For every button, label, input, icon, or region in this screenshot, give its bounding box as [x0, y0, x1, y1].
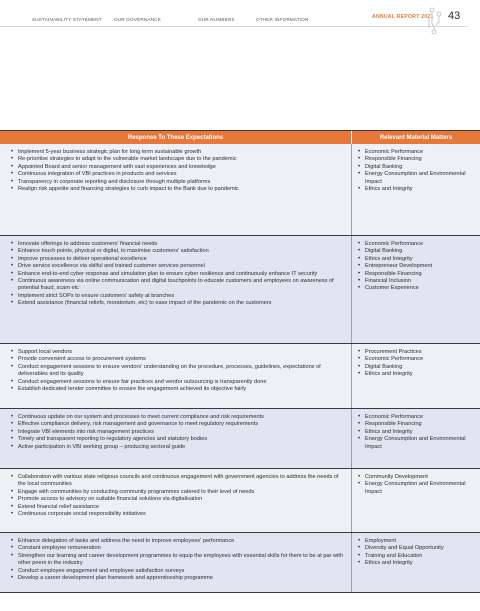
material-matter-item: • Responsible Financing — [358, 156, 476, 163]
material-matter-item: • Employment — [358, 538, 476, 545]
response-item: • Promote access to advisory on suitable financial solutions via digitalisation — [11, 496, 347, 503]
material-matter-item: • Ethics and Integrity — [358, 186, 476, 193]
table-body — [0, 144, 480, 593]
response-item: • Conduct engagement sessions to ensure vendors' understanding on the procedure, processes, guidelines, expectations of deliverables and its quality — [11, 364, 347, 379]
response-item: • Support local vendors — [11, 349, 347, 356]
response-item: • Implement strict SOPs to ensure customers' safety at branches — [11, 293, 347, 300]
response-item: • Active participation in VBI working group – producing sectoral guide — [11, 444, 347, 451]
response-list — [11, 349, 347, 393]
response-cell — [0, 409, 352, 468]
material-matter-item: • Responsible Financing — [358, 421, 476, 428]
column-header-material-matters: Relevant Material Matters — [352, 131, 480, 145]
response-list — [11, 241, 347, 308]
material-matter-item: • Ethics and Integrity — [358, 429, 476, 436]
response-item: • Extend assistance (financial reliefs, moratorium, etc) to ease impact of the pandemic on the customers — [11, 300, 347, 307]
material-matter-item: • Financial Inclusion — [358, 278, 476, 285]
material-matter-item: • Customer Experience — [358, 285, 476, 292]
response-item: • Continuous update on our system and processes to meet current compliance and risk requirements — [11, 414, 347, 421]
response-item: • Enhance end-to-end cyber response and simulation plan to ensure cyber resilience and continuously enhance IT security — [11, 271, 347, 278]
response-cell — [0, 236, 352, 343]
material-matters-list — [358, 538, 476, 568]
nav-other-information[interactable]: OTHER INFORMATION — [256, 17, 309, 22]
material-matter-item: • Energy Consumption and Environmental Impact — [358, 171, 476, 186]
response-item: • Provide convenient access to procurement systems — [11, 356, 347, 363]
response-item: • Re-prioritise strategies to adapt to the vulnerable market landscape due to the pandemic — [11, 156, 347, 163]
material-matter-item: • Energy Consumption and Environmental Impact — [358, 436, 476, 451]
material-matters-cell — [352, 409, 480, 468]
table-row — [0, 469, 480, 533]
response-item: • Extend financial relief assistance — [11, 504, 347, 511]
material-matter-item: • Diversity and Equal Opportunity — [358, 545, 476, 552]
material-matter-item: • Digital Banking — [358, 248, 476, 255]
material-matter-item: • Economic Performance — [358, 356, 476, 363]
table-row — [0, 533, 480, 593]
material-matter-item: • Entrepreneur Development — [358, 263, 476, 270]
material-matter-item: • Economic Performance — [358, 149, 476, 156]
material-matters-cell — [352, 533, 480, 592]
response-item: • Realign risk appetite and financing strategies to curb impact to the Bank due to pandemic — [11, 186, 347, 193]
page-number: 43 — [448, 10, 461, 22]
response-cell — [0, 469, 352, 532]
response-cell — [0, 144, 352, 235]
response-item: • Implement 5-year business strategic plan for long term sustainable growth — [11, 149, 347, 156]
material-matters-list — [358, 414, 476, 451]
expectations-table — [0, 130, 480, 593]
response-item: • Integrate VBI elements into risk management practices — [11, 429, 347, 436]
material-matter-item: • Digital Banking — [358, 364, 476, 371]
response-cell — [0, 533, 352, 592]
response-list — [11, 149, 347, 193]
header-divider — [0, 26, 468, 27]
response-item: • Innovate offerings to address customers' financial needs — [11, 241, 347, 248]
material-matter-item: • Energy Consumption and Environmental Impact — [358, 481, 476, 496]
nav-our-governance[interactable]: OUR GOVERNANCE — [114, 17, 161, 22]
response-item: • Conduct engagement sessions to ensure fair practices and vendor outsourcing is transparently done — [11, 379, 347, 386]
material-matter-item: • Economic Performance — [358, 414, 476, 421]
response-item: • Conduct employee engagement and employee satisfaction surveys — [11, 568, 347, 575]
response-list — [11, 414, 347, 451]
response-item: • Enhance touch points, physical or digital, to maximise customers' satisfaction — [11, 248, 347, 255]
response-list — [11, 474, 347, 518]
material-matters-cell — [352, 144, 480, 235]
table-row — [0, 409, 480, 469]
response-item: • Engage with communities by conducting community programmes catered to their level of needs — [11, 489, 347, 496]
material-matter-item: • Community Development — [358, 474, 476, 481]
response-item: • Timely and transparent reporting to regulatory agencies and statutory bodies — [11, 436, 347, 443]
material-matter-item: • Training and Education — [358, 553, 476, 560]
response-item: • Continuous corporate social responsibility initiatives — [11, 511, 347, 518]
column-header-response: Response To These Expectations — [0, 131, 352, 145]
response-item: • Establish dedicated tender committee to ensure the engagement achieved its objective fairly — [11, 386, 347, 393]
circuit-decoration-icon — [426, 6, 446, 38]
response-item: • Continuous awareness via online communication and digital touchpoints to educate customers and employees on awareness of potential fraud, scam etc — [11, 278, 347, 293]
material-matter-item: • Economic Performance — [358, 241, 476, 248]
response-item: • Constant employee remuneration — [11, 545, 347, 552]
response-item: • Strengthen our learning and career development programmes to equip the employees with essential skills for them to be at par with other peers in the industry — [11, 553, 347, 568]
response-item: • Transparency in corporate reporting and disclosure through multiple platforms — [11, 179, 347, 186]
material-matters-list — [358, 349, 476, 379]
material-matter-item: • Digital Banking — [358, 164, 476, 171]
response-item: • Enhance delegation of tasks and address the need to improve employees' performance — [11, 538, 347, 545]
material-matters-cell — [352, 469, 480, 532]
material-matters-cell — [352, 344, 480, 408]
response-item: • Effective compliance delivery, risk management and governance to meet regulatory requirements — [11, 421, 347, 428]
table-row — [0, 236, 480, 344]
table-row — [0, 144, 480, 236]
material-matters-list — [358, 474, 476, 496]
response-item: • Appointed Board and senior management with vast experiences and knowledge — [11, 164, 347, 171]
nav-sustainability-statement[interactable]: SUSTAINABILITY STATEMENT — [32, 17, 102, 22]
response-item: • Improve processes to deliver operational excellence — [11, 256, 347, 263]
material-matter-item: • Ethics and Integrity — [358, 256, 476, 263]
nav-our-numbers[interactable]: OUR NUMBERS — [198, 17, 235, 22]
table-header — [0, 130, 480, 144]
material-matter-item: • Ethics and Integrity — [358, 560, 476, 567]
response-item: • Continuous integration of VBI practices in products and services — [11, 171, 347, 178]
response-item: • Collaboration with various state religious councils and continuous engagement with government agencies to address the needs of the local communities — [11, 474, 347, 489]
material-matters-list — [358, 149, 476, 193]
material-matters-list — [358, 241, 476, 293]
response-item: • Drive service excellence via skilful and trained customer services personnel — [11, 263, 347, 270]
table-row — [0, 344, 480, 409]
response-list — [11, 538, 347, 582]
material-matter-item: • Procurement Practices — [358, 349, 476, 356]
response-item: • Develop a career development plan framework and apprenticeship programme — [11, 575, 347, 582]
material-matter-item: • Ethics and Integrity — [358, 371, 476, 378]
material-matter-item: • Responsible Financing — [358, 271, 476, 278]
material-matters-cell — [352, 236, 480, 343]
response-cell — [0, 344, 352, 408]
report-title: ANNUAL REPORT 2021 — [372, 14, 434, 20]
